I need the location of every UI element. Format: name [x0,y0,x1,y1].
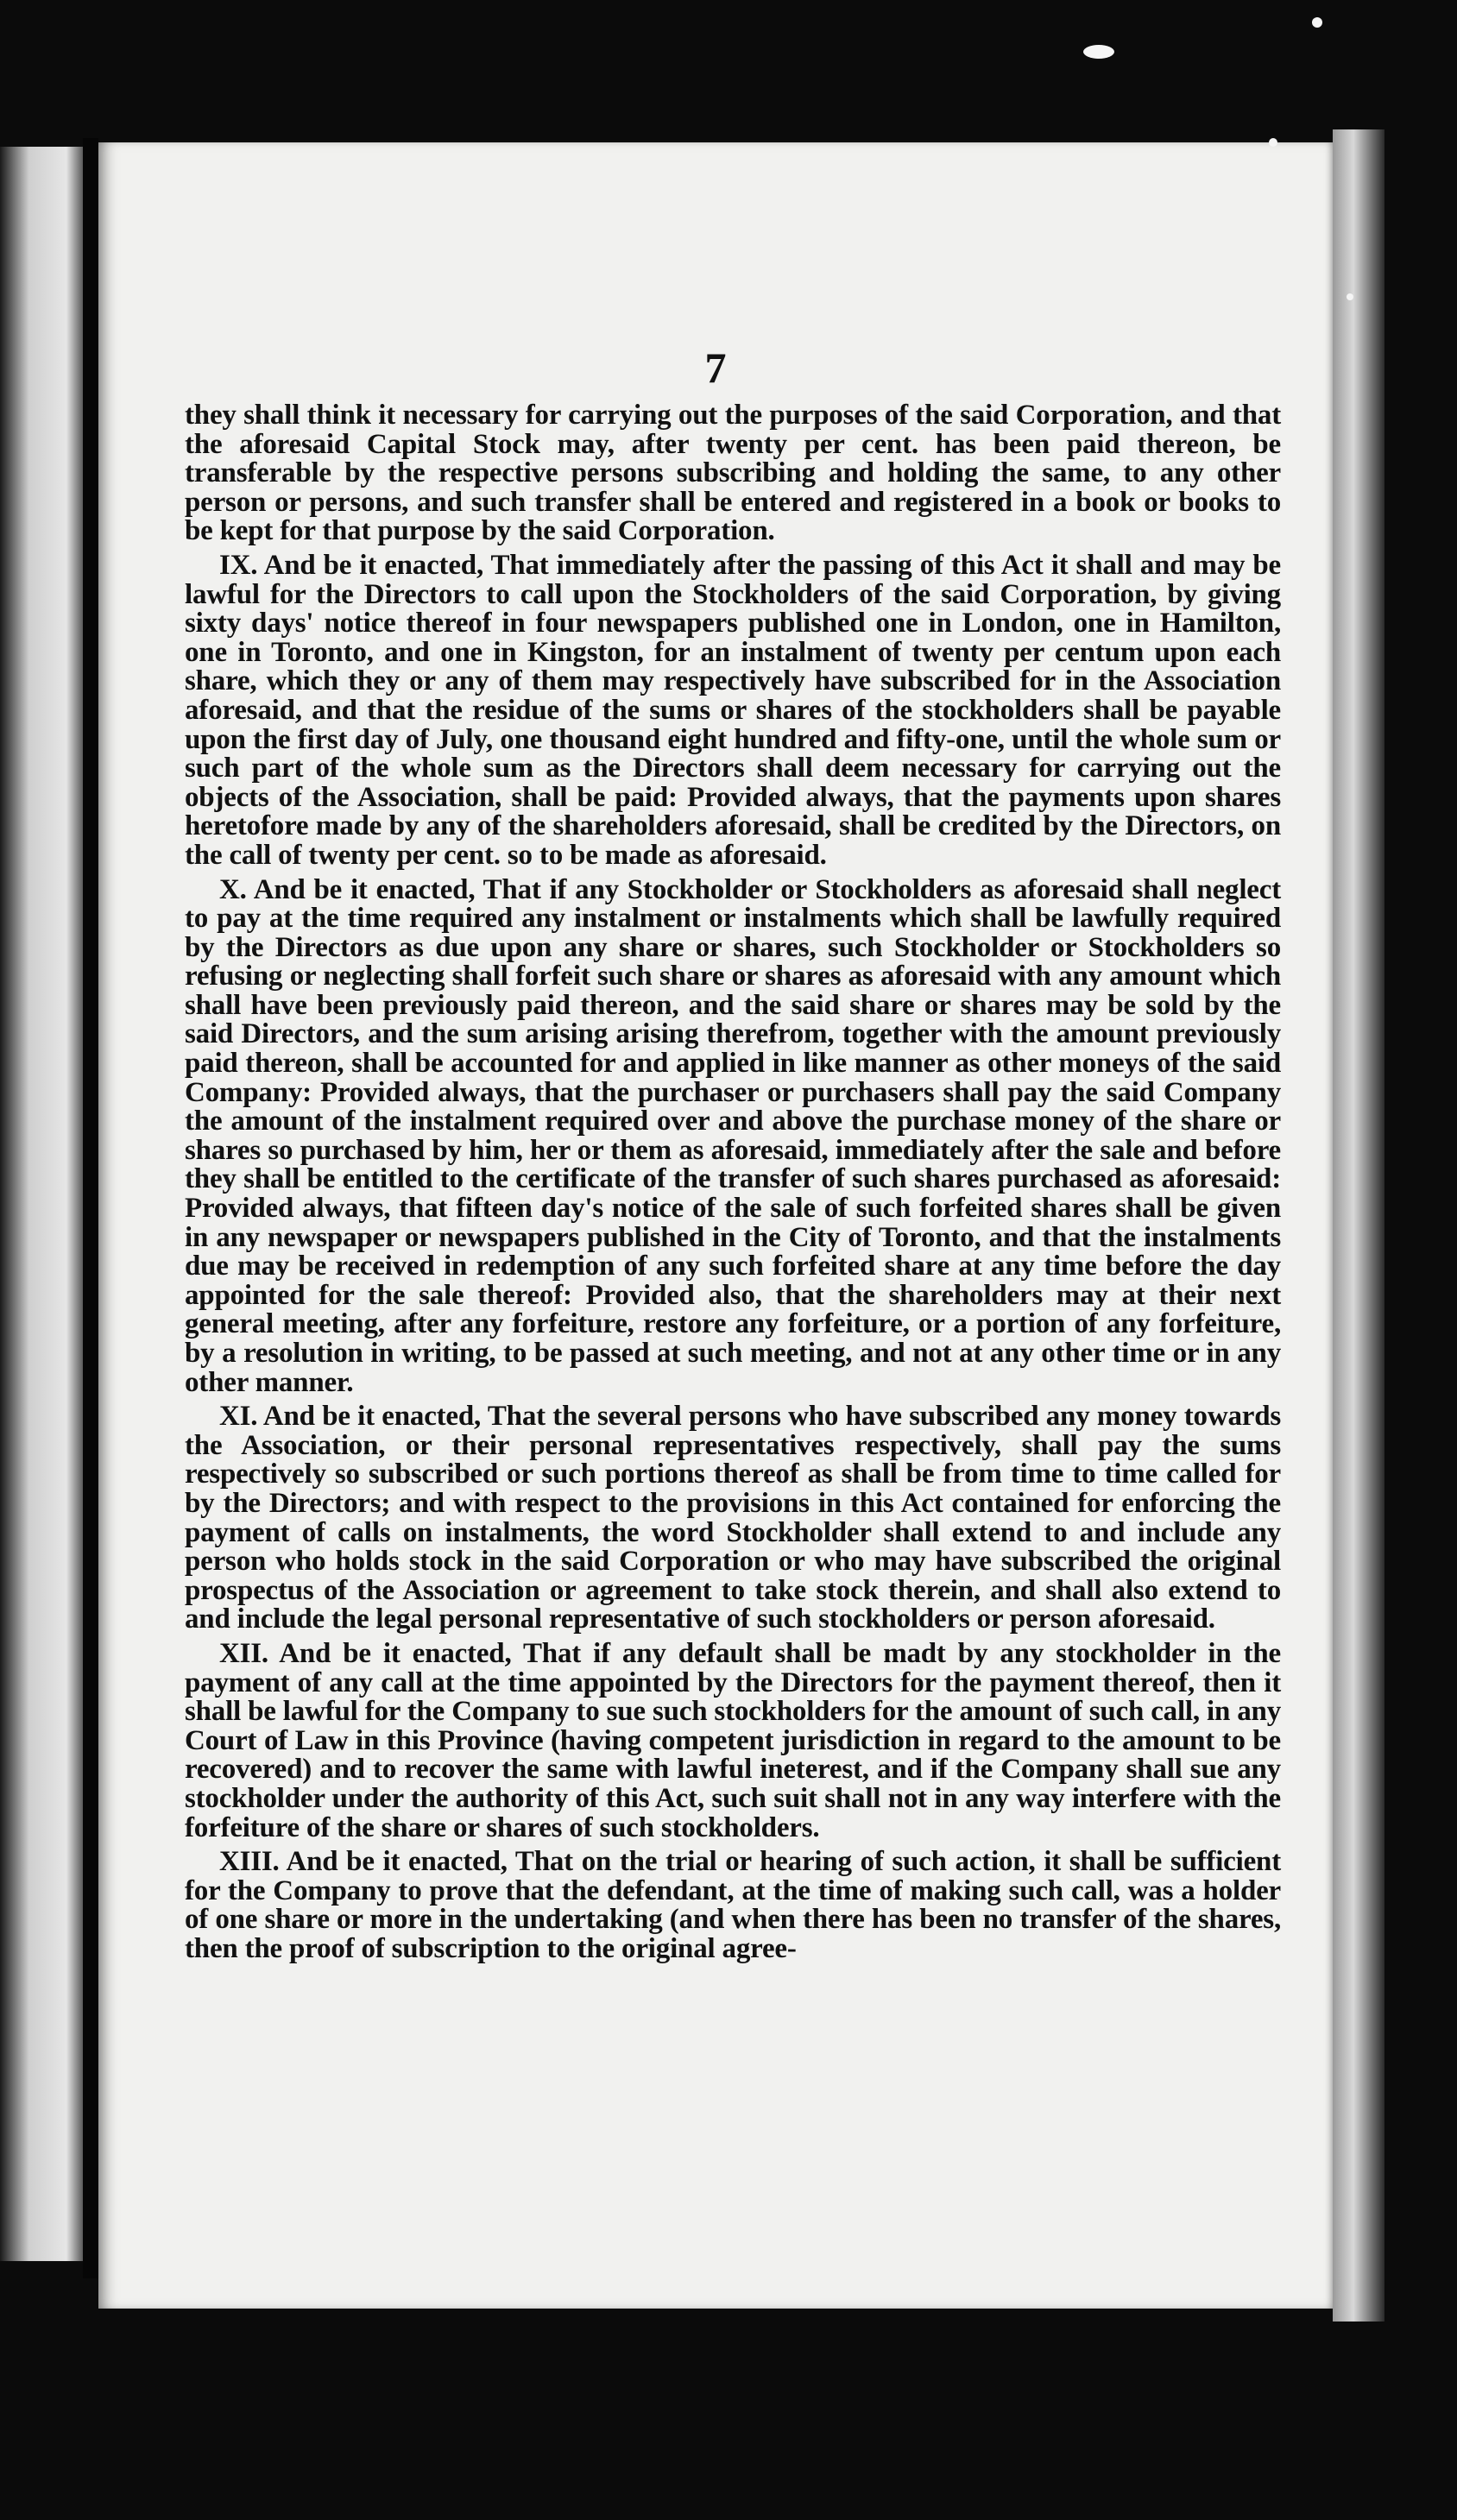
scan-speck [1083,45,1114,59]
section-ix: IX. And be it enacted, That immediately after the passing of this Act it shall and may be lawful for the Directors to call upon the Stockholders of the said Corporation, by giving sixty days' notice thereof in four newspapers published one in London, one in Hamilton, one in Toronto, and one in Kingston, for an instalment of twenty per centum upon each share, which they or any of them may respectively have subscribed for in the Association aforesaid, and that the residue of the sums or shares of the stockholders shall be payable upon the first day of July, one thousand eight hundred and fifty-one, until the whole sum or such part of the whole sum as the Directors shall deem necessary for carrying out the objects of the Association, shall be paid: Provided always, that the payments upon shares heretofore made by any of the shareholders aforesaid, shall be credited by the Directors, on the call of twenty per cent. so to be made as aforesaid. [185,549,1281,871]
section-x: X. And be it enacted, That if any Stockholder or Stockholders as aforesaid shall neglect to pay at the time required any instalment or instalments which shall be lawfully required by the Directors as due upon any share or shares, such Stockholder or Stockholders so refusing or neglecting shall forfeit such share or shares as aforesaid with any amount which shall have been previously paid thereon, and the said share or shares may be sold by the said Directors, and the sum arising arising therefrom, together with the amount previously paid thereon, shall be accounted for and applied in like manner as other moneys of the said Company: Provided always, that the purchaser or purchasers shall pay the said Company the amount of the instalment required over and above the purchase money of the share or shares so purchased by him, her or them as aforesaid, immediately after the sale and before they shall be entitled to the certificate of the transfer of such shares purchased as aforesaid: Provided always, that fifteen day's notice of the sale of such forfeited shares shall be given in any newspaper or newspapers published in the City of Toronto, and that the instalments due may be received in redemption of any such forfeited share at any time before the day appointed for the sale thereof: Provided also, that the shareholders may at their next general meeting, after any forfeiture, restore any forfeiture, or a portion of any forfeiture, by a resolution in writing, to be passed at such meeting, and not at any other time or in any other manner. [185,873,1281,1398]
scan-speck [1269,138,1277,147]
document-page [98,142,1333,2309]
paragraph-continuation: they shall think it necessary for carrying out the purposes of the said Corporation, and that the aforesaid Capital Stock may, after twenty per cent. has been paid thereon, be transferable by the respective persons subscribing and holding the same, to any other person or persons, and such transfer shall be entered and registered in a book or books to be kept for that purpose by the said Corporation. [185,400,1281,547]
section-xii: XII. And be it enacted, That if any default shall be madt by any stockholder in the payment of any call at the time appointed by the Directors for the payment thereof, then it shall be lawful for the Company to sue such stockholders for the amount of such call, in any Court of Law in this Province (having competent jurisdiction in regard to the amount to be recovered) and to recover the same with lawful ineterest, and if the Company shall sue any stockholder under the authority of this Act, such suit shall not in any way interfere with the forfeiture of the share or shares of such stockholders. [185,1637,1281,1843]
scan-speck [1312,17,1322,28]
scan-speck [1347,293,1353,300]
section-xi: XI. And be it enacted, That the several persons who have subscribed any money towards the Association, or their personal representatives respectively, shall pay the sums respectively so subscribed or such portions thereof as shall be from time to time called for by the Directors; and with respect to the provisions in this Act contained for enforcing the payment of calls on instalments, the word Stockholder shall extend to and include any person who holds stock in the said Corporation or who may have subscribed the original prospectus of the Association or agreement to take stock therein, and shall also extend to and include the legal personal representative of such stockholders or person aforesaid. [185,1401,1281,1635]
body-text [185,401,1281,1969]
section-xiii: XIII. And be it enacted, That on the trial or hearing of such action, it shall be sufficient for the Company to prove that the defendant, at the time of making such call, was a holder of one share or more in the undertaking (and when there has been no transfer of the shares, then the proof of subscription to the original agree- [185,1846,1281,1964]
page-edge-right [1333,129,1384,2322]
facing-page-edge [0,147,83,2261]
binding-gutter [83,138,98,2278]
page-number: 7 [704,343,727,392]
